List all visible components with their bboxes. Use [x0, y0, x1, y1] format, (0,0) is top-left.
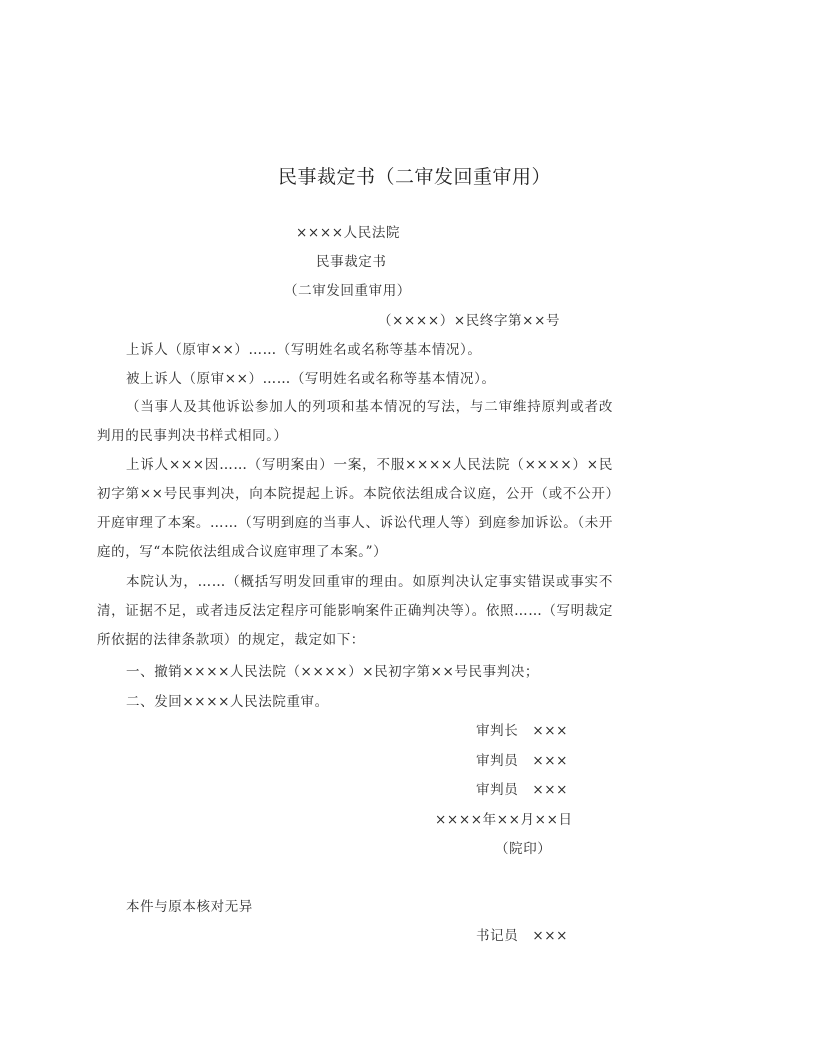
paragraph-parties-note: （当事人及其他诉讼参加人的列项和基本情况的写法，与二审维持原判或者改判用的民事判决书样式相同。） [97, 399, 613, 444]
ruling-item-1: 一、撤销××××人民法院（××××）×民初字第××号民事判决； [126, 664, 540, 680]
document-title: 民事裁定书（二审发回重审用） [278, 166, 552, 188]
court-name: ××××人民法院 [296, 225, 401, 241]
signature-name: ××× [532, 753, 569, 769]
signature-name: ××× [532, 723, 569, 739]
signature-name: ××× [532, 928, 569, 944]
doc-subtype: （二审发回重审用） [284, 283, 411, 299]
signature-name: ××× [532, 782, 569, 798]
signature-role: 审判员 [476, 753, 519, 769]
paragraph-case-history: 上诉人×××因……（写明案由）一案，不服××××人民法院（××××）×民初字第××号民事判决，向本院提起上诉。本院依法组成合议庭，公开（或不公开）开庭审理了本案。……（写明到庭的当事人、诉讼代理人等）到庭参加诉讼。（未开庭的，写“本院依法组成合议庭审理了本案。”） [97, 457, 613, 560]
party-appellant: 上诉人（原审××）……（写明姓名或名称等基本情况）。 [126, 342, 482, 358]
court-seal: （院印） [495, 841, 552, 857]
signature-clerk [476, 926, 568, 946]
signature-presiding-judge [476, 721, 568, 741]
ruling-item-2: 二、发回××××人民法院重审。 [126, 694, 329, 710]
signature-role: 审判长 [476, 723, 519, 739]
paragraph-court-opinion: 本院认为，……（概括写明发回重审的理由。如原判决认定事实错误或事实不清，证据不足，或者违反法定程序可能影响案件正确判决等）。依照……（写明裁定所依据的法律条款项）的规定，裁定如下： [97, 574, 613, 648]
party-appellee: 被上诉人（原审××）……（写明姓名或名称等基本情况）。 [126, 371, 496, 387]
signature-role: 审判员 [476, 782, 519, 798]
signature-role: 书记员 [476, 928, 519, 944]
doc-type: 民事裁定书 [316, 254, 387, 270]
case-number: （××××）×民终字第××号 [378, 313, 561, 329]
signature-judge-2 [476, 780, 568, 800]
verification-note: 本件与原本核对无异 [126, 899, 253, 915]
ruling-date: ××××年××月××日 [435, 812, 573, 828]
signature-judge-1 [476, 751, 568, 771]
